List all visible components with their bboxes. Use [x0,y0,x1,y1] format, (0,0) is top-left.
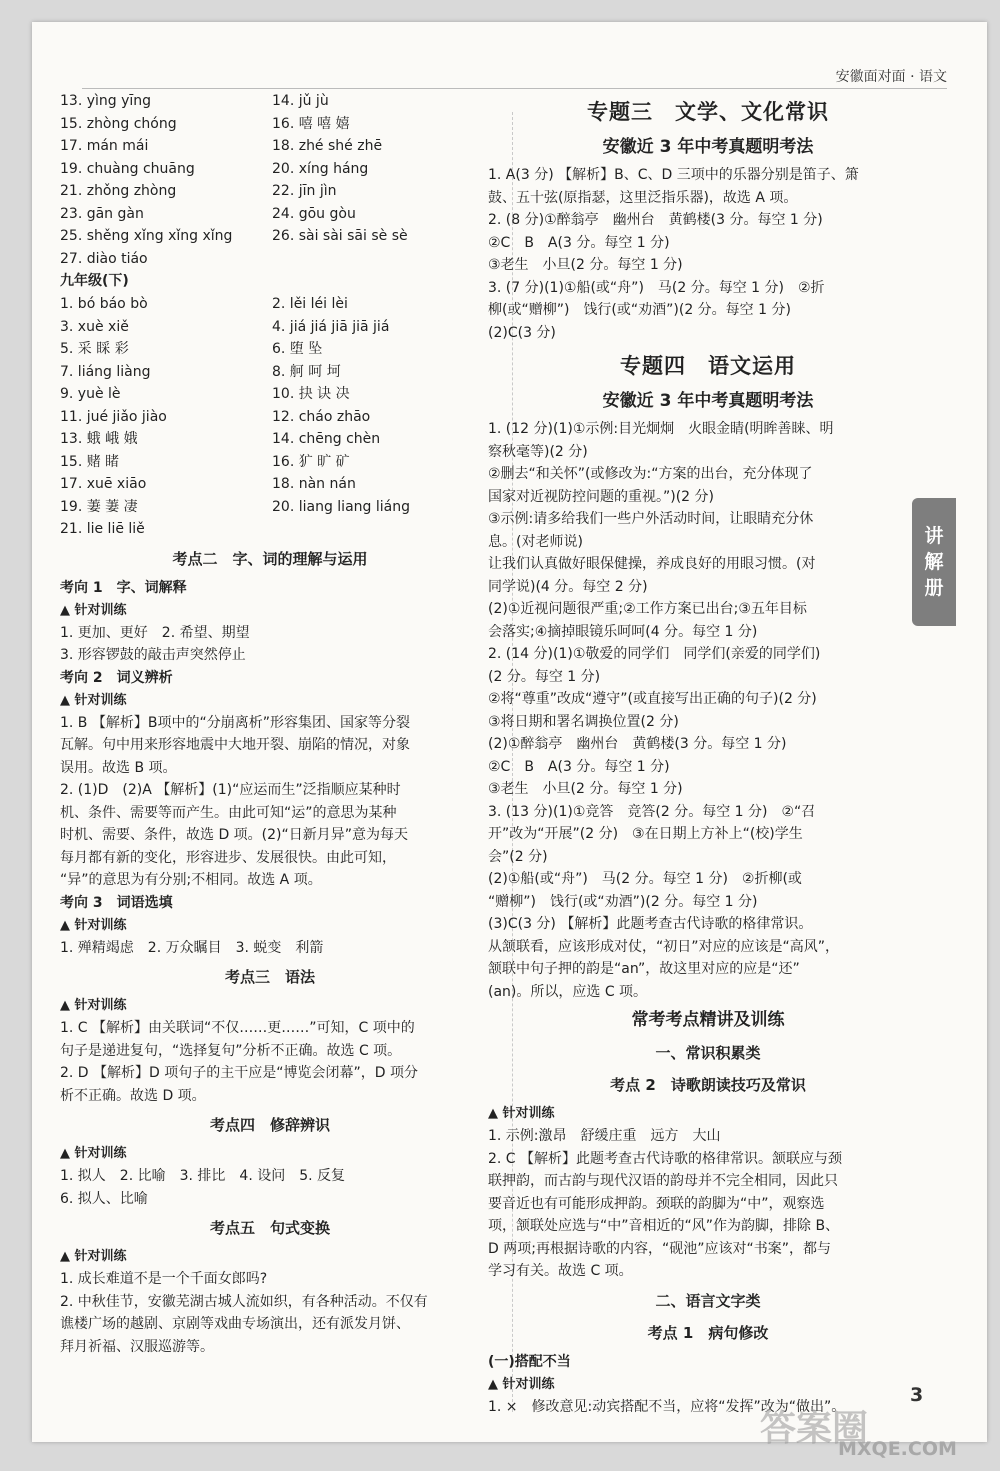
pinyin-answer: 4. jiá jiá jiā jiā jiá [272,318,390,335]
pinyin-answer: 11. jué jiǎo jiào [60,408,167,425]
zt3-answers [488,164,928,344]
answer-line: 误用。故选 B 项。 [60,759,177,776]
kaodian2-title: 考点二 字、词的理解与运用 [172,549,368,568]
kx1-title: 考向 1 字、词解释 [60,579,187,596]
answer-line: 会落实;④摘掉眼镜乐呵呵(4 分。每空 1 分) [488,623,758,640]
pinyin-answer: 17. mán mái [60,138,149,154]
triangle-icon: ▲ [60,1146,75,1161]
pinyin-answer: 8. 舸 呵 坷 [272,363,341,380]
answer-line: 察秋毫等)(2 分) [488,443,588,460]
pinyin-answer: 12. cháo zhāo [272,408,371,425]
answer-line: “异”的意思为有分别;不相同。故选 A 项。 [60,872,322,888]
pinyin-answer: 5. 采 睬 彩 [60,341,129,357]
pinyin-answer: 1. bó báo bò [60,296,148,312]
answer-line: (2)①醉翁亭 幽州台 黄鹤楼(3 分。每空 1 分) [488,736,787,752]
header-rule [82,88,947,89]
pinyin-answer: 16. 犷 旷 矿 [272,453,350,470]
answer-line: 颔联中句子押的韵是“an”，故这里对应的应是“还” [488,961,800,977]
watermark-logo: 答案圈 [760,1408,869,1449]
answer-line: 句子是递进复句，“选择复句”分析不正确。故选 C 项。 [60,1042,402,1059]
pinyin-answers-top [60,90,480,270]
answer-line: (2)①近视问题很严重;②工作方案已出台;③五年目标 [488,601,807,617]
zt4-title: 专题四 语文运用 [620,353,796,378]
dapei-title: (一)搭配不当 [488,1353,571,1370]
answer-line: 开”改为“开展”(2 分) ③在日期上方补上“(校)学生 [488,826,803,842]
pinyin-answer: 21. lie liē liě [60,521,145,537]
pinyin-answer: 26. sài sài sāi sè sè [272,228,408,244]
pinyin-answer: 6. 堕 坠 [272,341,323,357]
pinyin-answer: 23. gān gàn [60,205,144,222]
answer-line: 1. 成长难道不是一个千面女郎吗? [60,1271,268,1287]
pinyin-answer: 18. zhé shé zhē [272,138,383,154]
pinyin-answer: 10. 抉 诀 决 [272,386,350,402]
pinyin-answer: 13. 蛾 峨 娥 [60,431,138,447]
answer-line: 2. 中秋佳节，安徽芜湖古城人流如织，有各种活动。不仅有 [60,1293,428,1310]
grade9-title: 九年级(下) [60,273,129,289]
answer-line: 同学说)(4 分。每空 2 分) [488,578,648,595]
pinyin-answer: 20. liang liang liáng [272,498,410,515]
kd2-train: ▲ 针对训练 [488,1106,555,1121]
pinyin-answer: 16. 嘻 嘻 嬉 [272,115,350,132]
answer-line: (an)。所以，应选 C 项。 [488,983,648,1000]
answer-line: D 两项;再根据诗歌的内容，“砚池”应该对“书案”，都与 [488,1240,831,1257]
answer-line: 2. (14 分)(1)①敬爱的同学们 同学们(亲爱的同学们) [488,646,821,662]
answer-line: 时机、需要、条件，故选 D 项。(2)“日新月异”意为每天 [60,827,409,843]
answer-line: 鼓、五十弦(原指瑟，这里泛指乐器)，故选 A 项。 [488,189,798,206]
kx1-answers [60,622,480,667]
answer-line: 项，颔联处应选与“中”音相近的“风”作为韵脚，排除 B、 [488,1218,840,1234]
kx2-answers [60,712,480,892]
answer-line: 3. (13 分)(1)①竞答 竞答(2 分。每空 1 分) ②“召 [488,803,816,820]
answer-line: 2. (1)D (2)A 【解析】(1)“应运而生”泛指顺应某种时 [60,782,401,798]
answer-line: 2. C 【解析】此题考查古代诗歌的格律常识。颔联应与颈 [488,1150,843,1167]
changkao-title: 常考考点精讲及训练 [631,1010,785,1030]
answer-line: ②C B A(3 分。每空 1 分) [488,758,670,775]
triangle-icon: ▲ [60,998,75,1013]
pinyin-answer: 22. jīn jìn [272,183,337,199]
kx2-train: ▲ 针对训练 [60,692,127,708]
kd5-train: ▲ 针对训练 [60,1249,127,1264]
answer-line: 1. (12 分)(1)①示例:目光炯炯 火眼金睛(明眸善睐、明 [488,421,834,437]
answer-line: ③老生 小旦(2 分。每空 1 分) [488,781,683,797]
triangle-icon: ▲ [60,692,75,708]
answer-line: 1. × 修改意见:动宾搭配不当，应将“发挥”改为“做出”。 [488,1398,846,1415]
answer-line: 学习有关。故选 C 项。 [488,1263,633,1279]
answer-line: 3. (7 分)(1)①船(或“舟”) 马(2 分。每空 1 分) ②折 [488,279,825,296]
right-column [488,90,928,1418]
pinyin-answer [272,518,480,541]
answer-line: 1. 拟人 2. 比喻 3. 排比 4. 设问 5. 反复 [60,1168,346,1184]
pinyin-answer [272,248,480,271]
answer-line: 1. 殚精竭虑 2. 万众瞩目 3. 蜕变 利箭 [60,939,324,956]
running-header: 安徽面对面 · 语文 [835,69,947,85]
sec2-title: 二、语言文字类 [655,1291,761,1310]
kaodian4-title: 考点四 修辞辨识 [209,1116,330,1134]
kaodian5-title: 考点五 句式变换 [209,1219,330,1237]
answer-line: ②C B A(3 分。每空 1 分) [488,234,670,251]
answer-line: 1. B 【解析】B项中的“分崩离析”形容集团、国家等分裂 [60,714,410,731]
pinyin-answer: 19. chuàng chuāng [60,160,195,177]
pinyin-answer: 14. jǔ jù [272,93,329,109]
pinyin-answer: 15. zhòng chóng [60,115,177,132]
pinyin-answer: 24. gōu gòu [272,205,356,222]
answer-line: 柳(或“赠柳”) 饯行(或“劝酒”)(2 分。每空 1 分) [488,302,791,318]
side-tab-label: 讲 解 册 [924,525,944,599]
answer-line: 6. 拟人、比喻 [60,1190,148,1207]
pinyin-answer: 9. yuè lè [60,386,121,402]
kaodian3-title: 考点三 语法 [224,968,315,986]
pinyin-answer: 19. 萋 萋 凄 [60,498,138,515]
answer-line: 1. 示例:激昂 舒缓庄重 远方 大山 [488,1128,721,1144]
answer-line: 国家对近视防控问题的重视。”)(2 分) [488,488,714,505]
kx3-title: 考向 3 词语选填 [60,894,173,911]
answer-line: 要音近也有可能形成押韵。颈联的韵脚为“中”，观察选 [488,1195,825,1212]
answer-line: 1. 更加、更好 2. 希望、期望 [60,624,250,641]
answer-line: 2. D 【解析】D 项句子的主干应是“博览会闭幕”，D 项分 [60,1065,419,1081]
kd4-answers [60,1165,480,1210]
side-tab [912,498,956,626]
left-column [60,90,480,1358]
answer-line: ③将日期和署名调换位置(2 分) [488,713,679,730]
zt4-subtitle: 安徽近 3 年中考真题明考法 [602,391,814,411]
answer-line: 瓦解。句中用来形容地震中大地开裂、崩陷的情况，对象 [60,737,410,753]
answer-line: (3)C(3 分) 【解析】此题考查古代诗歌的格律常识。 [488,916,813,932]
answer-line: 2. (8 分)①醉翁亭 幽州台 黄鹤楼(3 分。每空 1 分) [488,212,823,228]
pinyin-answer: 7. liáng liàng [60,363,151,380]
pinyin-answer: 2. lěi léi lèi [272,296,348,312]
zt3-title: 专题三 文学、文化常识 [587,99,829,124]
pinyin-answer: 13. yìng yīng [60,93,152,109]
kx3-train: ▲ 针对训练 [60,917,127,933]
kd3-train: ▲ 针对训练 [60,998,127,1013]
answer-line: ③老生 小旦(2 分。每空 1 分) [488,257,683,273]
answer-line: ②将“尊重”改成“遵守”(或直接写出正确的句子)(2 分) [488,691,817,707]
triangle-icon: ▲ [488,1376,503,1392]
answer-line: 谯楼广场的越剧、京剧等戏曲专场演出，还有派发月饼、 [60,1316,410,1332]
sec1-title: 一、常识积累类 [655,1044,761,1062]
kx3-answers [60,937,480,960]
pinyin-answer: 15. 赌 睹 [60,453,120,470]
kd1-train: ▲ 针对训练 [488,1376,555,1392]
pinyin-answer: 3. xuè xiě [60,318,129,335]
page-number: 3 [910,1384,924,1406]
kd2-answers [488,1125,928,1283]
answer-line: 3. 形容锣鼓的敲击声突然停止 [60,647,246,663]
triangle-icon: ▲ [60,917,75,933]
kd2-title: 考点 2 诗歌朗读技巧及常识 [610,1076,806,1094]
answer-line: 联押韵，而古韵与现代汉语的韵母并不完全相同，因此只 [488,1173,838,1189]
kx1-train: ▲ 针对训练 [60,602,127,618]
answer-line: “赠柳”) 饯行(或“劝酒”)(2 分。每空 1 分) [488,893,758,910]
answer-line: ②删去“和关怀”(或修改为:“方案的出台，充分体现了 [488,466,813,482]
pinyin-answers-grade9 [60,293,480,541]
kd5-answers [60,1268,480,1358]
kd1-title: 考点 1 病句修改 [647,1323,769,1342]
triangle-icon: ▲ [488,1106,503,1121]
answer-line: 机、条件、需要等而产生。由此可知“运”的意思为某种 [60,804,397,821]
answer-line: 从颔联看，应该形成对仗，“初日”对应的应该是“高风”， [488,938,840,955]
answer-line: 让我们认真做好眼保健操，养成良好的用眼习惯。(对 [488,556,816,572]
answer-line: 会”(2 分) [488,848,548,865]
zt4-answers [488,418,928,1003]
triangle-icon: ▲ [60,602,75,618]
watermark-url: MXQE.COM [838,1438,957,1460]
answer-line: (2)①船(或“舟”) 马(2 分。每空 1 分) ②折柳(或 [488,871,802,887]
pinyin-answer: 14. chēng chèn [272,431,381,447]
answer-line: 拜月祈福、汉服巡游等。 [60,1338,214,1355]
answer-line: (2)C(3 分) [488,324,556,341]
pinyin-answer: 20. xíng háng [272,160,369,177]
zt3-subtitle: 安徽近 3 年中考真题明考法 [602,137,814,157]
answer-line: 1. A(3 分) 【解析】B、C、D 三项中的乐器分别是笛子、箫 [488,167,859,183]
pinyin-answer: 17. xuē xiāo [60,476,147,492]
pinyin-answer: 25. shěng xǐng xǐng xǐng [60,228,233,244]
answer-line: 1. C 【解析】由关联词“不仅……更……”可知，C 项中的 [60,1020,415,1036]
kx2-title: 考向 2 词义辨析 [60,669,173,686]
triangle-icon: ▲ [60,1249,75,1264]
pinyin-answer: 27. diào tiáo [60,250,148,267]
kd3-answers [60,1017,480,1107]
pinyin-answer: 18. nàn nán [272,476,356,492]
answer-line: 每月都有新的变化，形容进步、发展很快。由此可知， [60,849,396,866]
answer-line: (2 分。每空 1 分) [488,668,601,685]
kd4-train: ▲ 针对训练 [60,1146,127,1161]
pinyin-answer: 21. zhǒng zhòng [60,183,177,199]
answer-line: 息。(对老师说) [488,533,583,550]
answer-line: ③示例:请多给我们一些户外活动时间，让眼睛充分休 [488,511,814,527]
answer-line: 析不正确。故选 D 项。 [60,1087,206,1104]
